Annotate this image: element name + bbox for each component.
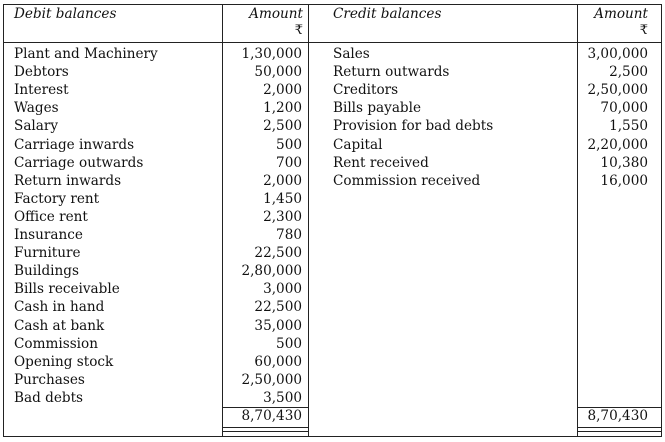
- credit-item-amount: 2,500: [609, 64, 648, 81]
- debit-item-amount: 780: [276, 227, 302, 243]
- debit-item-name: Commission: [14, 335, 98, 352]
- credit-item-amount: 70,000: [600, 100, 648, 117]
- debit-item-amount: 60,000: [254, 353, 302, 370]
- debit-item-amount: 500: [276, 136, 302, 153]
- debit-item-name: Carriage inwards: [14, 136, 135, 153]
- debit-item-amount: 2,300: [263, 208, 302, 225]
- debit-item-name: Cash in hand: [14, 299, 105, 316]
- credit-item-name: Commission received: [333, 172, 481, 189]
- debit-item-name: Insurance: [14, 227, 83, 243]
- credit-item-amount: 16,000: [600, 172, 648, 189]
- debit-item-name: Purchases: [14, 371, 85, 388]
- debit-item-amount: 3,000: [263, 281, 302, 298]
- debit-item-amount: 2,80,000: [241, 263, 302, 280]
- debit-item-name: Debtors: [14, 64, 69, 81]
- debit-item-name: Bills receivable: [14, 281, 120, 298]
- table-border-bottom: [3, 436, 662, 437]
- debit-item-amount: 22,500: [254, 245, 302, 262]
- debit-header: Debit balances: [14, 6, 117, 22]
- credit-item-amount: 2,50,000: [587, 82, 648, 99]
- debit-item-amount: 1,200: [263, 100, 302, 117]
- credit-total-double-line-1: [577, 427, 662, 428]
- debit-item-amount: 2,500: [263, 118, 302, 135]
- credit-total-double-line-2: [577, 431, 662, 432]
- credit-item-name: Creditors: [333, 82, 399, 99]
- debit-item-name: Salary: [14, 118, 59, 135]
- debit-item-amount: 50,000: [254, 64, 302, 81]
- debit-item-amount: 500: [276, 335, 302, 352]
- debit-item-name: Interest: [14, 82, 69, 99]
- debit-item-amount: 22,500: [254, 299, 302, 316]
- debit-item-name: Carriage outwards: [14, 154, 144, 171]
- table-border-left: [3, 4, 4, 437]
- debit-total-double-line-1: [222, 427, 309, 428]
- table-border-right: [661, 4, 662, 437]
- debit-item-amount: 35,000: [254, 317, 302, 334]
- credit-item-amount: 1,550: [609, 118, 648, 135]
- debit-currency-symbol: ₹: [294, 23, 303, 38]
- credit-total: 8,70,430: [587, 408, 648, 424]
- debit-item-amount: 2,000: [263, 172, 302, 189]
- debit-item-name: Plant and Machinery: [14, 46, 158, 62]
- column-divider-debit-amount-right: [308, 4, 309, 437]
- credit-amount-header: Amount: [594, 6, 648, 22]
- debit-item-name: Return inwards: [14, 172, 122, 189]
- debit-item-amount: 2,50,000: [241, 371, 302, 388]
- debit-total: 8,70,430: [241, 408, 302, 424]
- debit-item-amount: 1,30,000: [241, 46, 302, 62]
- debit-item-amount: 3,500: [263, 389, 302, 406]
- debit-item-name: Wages: [14, 100, 59, 117]
- debit-item-name: Buildings: [14, 263, 79, 280]
- debit-item-name: Office rent: [14, 208, 88, 225]
- credit-item-name: Rent received: [333, 154, 429, 171]
- credit-item-name: Provision for bad debts: [333, 118, 494, 135]
- debit-item-amount: 700: [276, 154, 302, 171]
- credit-item-amount: 3,00,000: [587, 46, 648, 62]
- debit-item-amount: 2,000: [263, 82, 302, 99]
- credit-item-name: Bills payable: [333, 100, 422, 117]
- header-divider: [3, 42, 662, 43]
- debit-item-name: Factory rent: [14, 190, 100, 207]
- credit-item-amount: 10,380: [600, 154, 648, 171]
- credit-item-name: Return outwards: [333, 64, 450, 81]
- debit-amount-header: Amount: [249, 6, 303, 22]
- credit-item-name: Sales: [333, 46, 370, 62]
- credit-item-name: Capital: [333, 136, 383, 153]
- credit-header: Credit balances: [333, 6, 442, 22]
- debit-item-name: Furniture: [14, 245, 81, 262]
- debit-total-double-line-2: [222, 431, 309, 432]
- debit-item-name: Opening stock: [14, 353, 114, 370]
- debit-item-name: Bad debts: [14, 389, 84, 406]
- debit-item-amount: 1,450: [263, 190, 302, 207]
- debit-item-name: Cash at bank: [14, 317, 105, 334]
- credit-item-amount: 2,20,000: [587, 136, 648, 153]
- credit-currency-symbol: ₹: [639, 23, 648, 38]
